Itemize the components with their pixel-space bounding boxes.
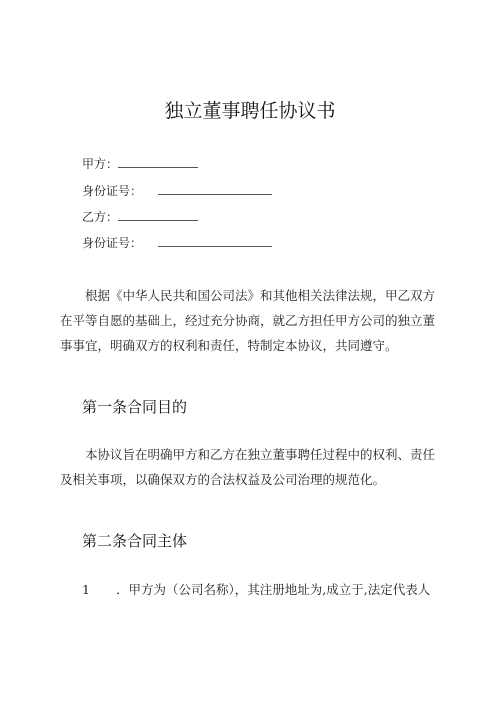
document-title: 独立董事聘任协议书	[164, 100, 336, 122]
section-1-text: 本协议旨在明确甲方和乙方在独立董事聘任过程中的权利、责任及相关事项，以确保双方的合法权益及公司治理的规范化。	[60, 447, 436, 487]
party-a-blank-line	[118, 156, 198, 168]
party-b-label: 乙方：	[82, 210, 119, 224]
item-number: 1	[82, 582, 90, 597]
item-text: ．甲方为（公司名称），其注册地址为,成立于,法定代表人	[116, 582, 431, 597]
section-2-item-1	[82, 580, 430, 598]
party-a-field	[82, 156, 198, 172]
id-b-blank-line	[158, 235, 272, 247]
id-b-label: 身份证号：	[82, 236, 143, 250]
party-a-label: 甲方：	[82, 157, 119, 171]
intro-paragraph	[60, 283, 442, 358]
id-a-blank-line	[158, 183, 272, 195]
section-1-paragraph	[60, 442, 442, 492]
id-b-field	[82, 235, 272, 251]
id-a-label: 身份证号：	[82, 184, 143, 198]
id-a-field	[82, 183, 272, 199]
section-2-heading: 第二条合同主体	[82, 532, 188, 550]
party-b-blank-line	[118, 209, 198, 221]
intro-text: 根据《中华人民共和国公司法》和其他相关法律法规，甲乙双方在平等自愿的基础上，经过充分协商，就乙方担任甲方公司的独立董事事宜，明确双方的权利和责任，特制定本协议，共同遵守。	[60, 288, 436, 353]
section-1-heading: 第一条合同目的	[82, 398, 188, 416]
party-b-field	[82, 209, 198, 225]
